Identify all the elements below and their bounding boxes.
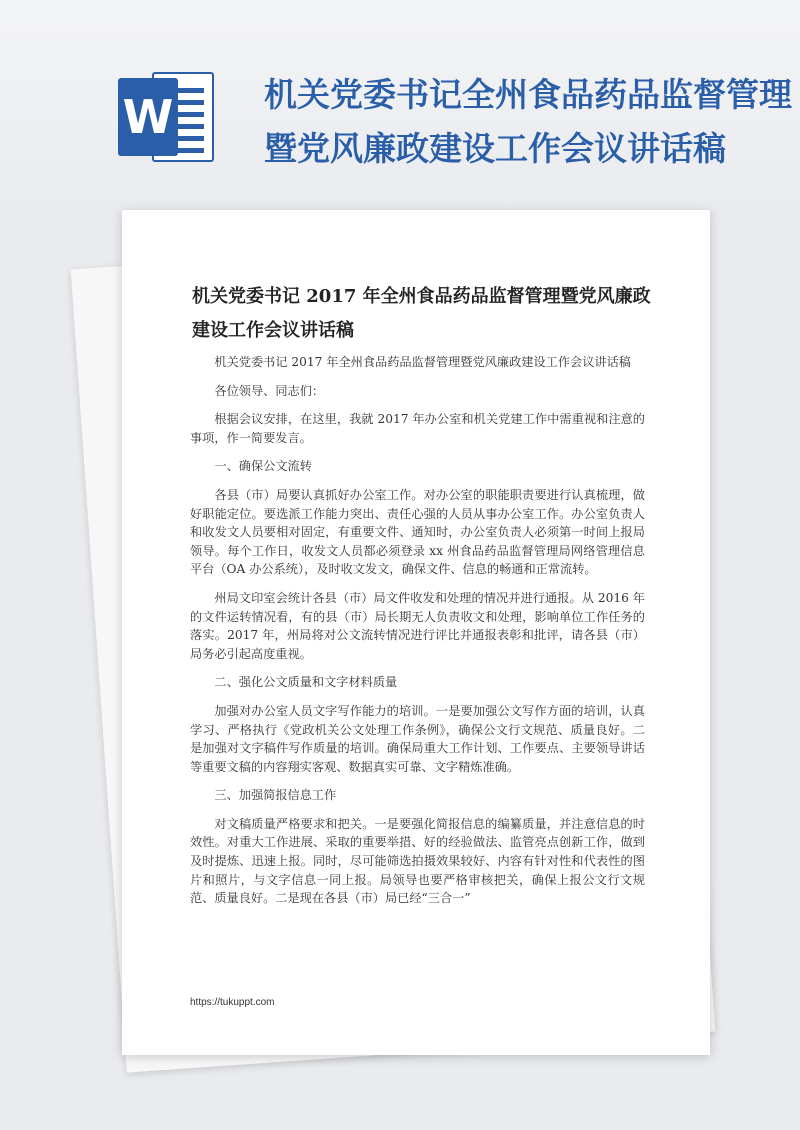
document-page [122, 210, 710, 1055]
banner [0, 0, 800, 210]
paragraph: 加强对办公室人员文字写作能力的培训。一是要加强公文写作方面的培训，认真学习、严格执行《党政机关公文处理工作条例》，确保公文行文规范、质量良好。二是加强对文字稿件写作质量的培训。确保局重大工作计划、工作要点、主要领导讲话等重要文稿的内容翔实客观、数据真实可靠、文字精炼准确。 [190, 703, 645, 774]
paragraph: 对文稿质量严格要求和把关。一是要强化简报信息的编纂质量，并注意信息的时效性。对重大工作进展、采取的重要举措、好的经验做法、监管亮点创新工作，做到及时提炼、迅速上报。同时，尽可能筛选拍摄效果较好、内容有针对性和代表性的图片和照片，与文字信息一同上报。局领导也要严格审核把关，确保上报公文行文规范、质量良好。二是现在各县（市）局已经“三合一” [190, 816, 645, 906]
document-title: 机关党委书记 2017 年全州食品药品监督管理暨党风廉政建设工作会议讲话稿 [192, 286, 651, 341]
footer-url: https://tukuppt.com [190, 997, 275, 1008]
paragraph: 州局文印室会统计各县（市）局文件收发和处理的情况并进行通报。从 2016 年的文件运转情况看，有的县（市）局长期无人负责收文和处理，影响单位工作任务的落实。2017 年，州局将对公文流转情况进行评比并通报表彰和批评，请各县（市）局务必引起高度重视。 [190, 590, 645, 661]
section-heading: 二、强化公文质量和文字材料质量 [214, 675, 398, 690]
paragraph: 各县（市）局要认真抓好办公室工作。对办公室的职能职责要进行认真梳理，做好职能定位。要选派工作能力突出、责任心强的人员从事办公室工作。办公室负责人和收发文人员要相对固定，有重要文件、通知时，办公室负责人必须第一时间上报局领导。每个工作日，收发文人员都必须登录 xx 州食品药品监督管理局网络管理信息平台（OA 办公系统），及时收文发文，确保文件、信息的畅通和正常流转。 [190, 487, 645, 577]
word-letter-badge: W [118, 78, 178, 156]
word-document-icon [118, 68, 216, 166]
banner-title: 机关党委书记全州食品药品监督管理暨党风廉政建设工作会议讲话稿 [264, 75, 792, 168]
paragraph: 机关党委书记 2017 年全州食品药品监督管理暨党风廉政建设工作会议讲话稿 [214, 355, 631, 369]
section-heading: 三、加强简报信息工作 [214, 788, 337, 803]
greeting: 各位领导、同志们： [214, 383, 325, 398]
section-heading: 一、确保公文流转 [214, 459, 312, 474]
document-body [190, 353, 645, 918]
paragraph: 根据会议安排，在这里，我就 2017 年办公室和机关党建工作中需重视和注意的事项，作一简要发言。 [190, 412, 645, 445]
